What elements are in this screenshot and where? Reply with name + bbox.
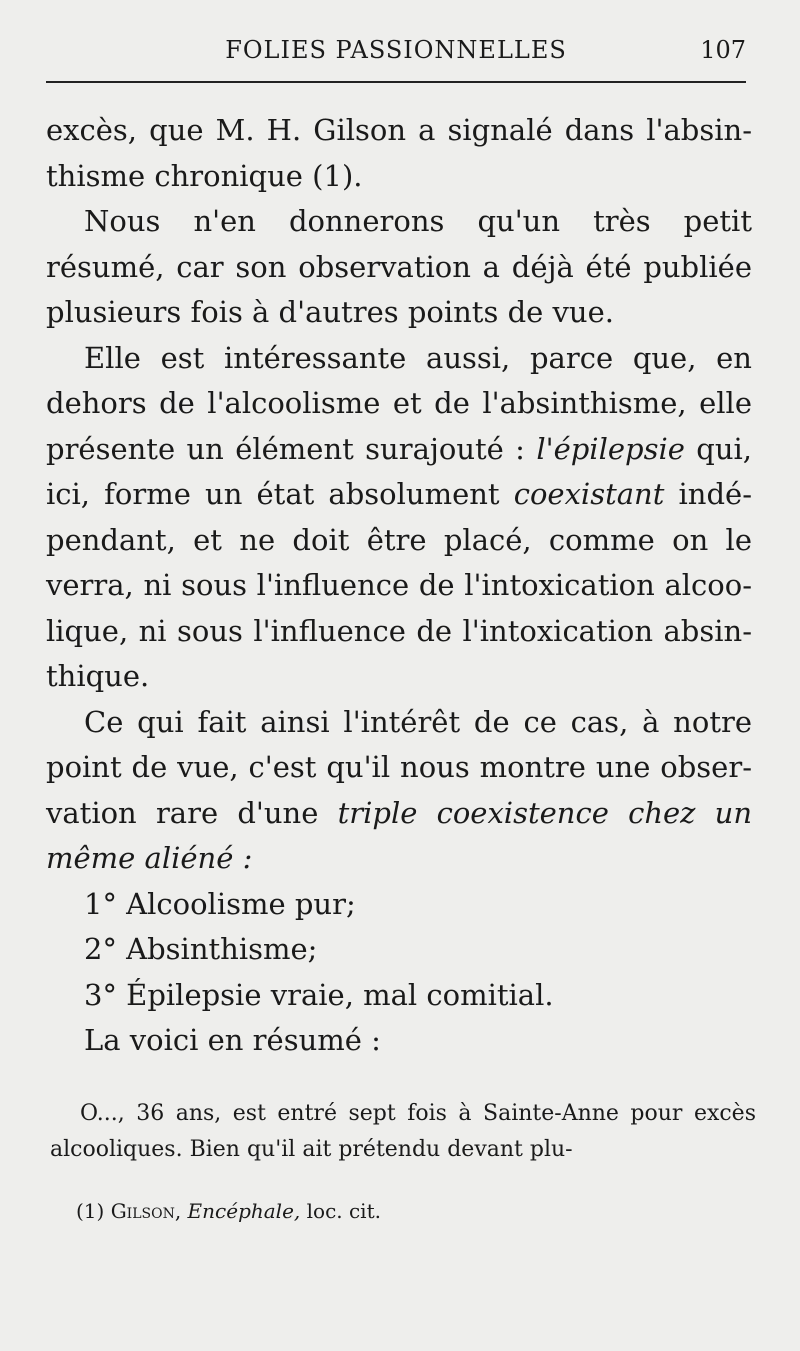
footnote-work: Encéphale, [187,1199,301,1223]
page-number: 107 [700,36,746,64]
paragraph-3-text-a: Elle est intéressante aussi, parce que, en dehors de l'alcoolisme et de l'absinthisme, elle présente un élément surajouté : [46,340,752,466]
paragraph-3 [46,336,752,700]
body-text [46,108,752,1064]
paragraph-3-emphasis-epilepsie: l'épilepsie [536,431,685,466]
paragraph-3-text-c: qui, ici, forme un état absolument [46,431,753,511]
case-note [50,1096,756,1168]
paragraph-4 [46,700,752,882]
paragraph-1: excès, que M. H. Gilson a signalé dans l'absin-thisme chronique (1). [46,113,752,193]
paragraph-4-text-a: Ce qui fait ainsi l'intérêt de ce cas, à notre point de vue, c'est qu'il nous montre une obser-vation rare d'une [46,704,752,830]
footnote-marker: (1) [76,1199,105,1223]
paragraph-4-emphasis: triple coexistence chez un même aliéné : [46,795,752,875]
list-item-3: 3° Épilepsie vraie, mal comitial. [84,977,554,1012]
paragraph-5: La voici en résumé : [84,1023,381,1057]
running-head-title: FOLIES PASSIONNELLES [225,36,567,64]
running-head [46,32,746,72]
list-item-1: 1° Alcoolisme pur; [84,886,356,921]
footnote [76,1196,381,1226]
case-note-text: O..., 36 ans, est entré sept fois à Sainte-Anne pour excès alcooliques. Bien qu'il ait prétendu devant plu- [50,1101,756,1162]
header-rule [46,81,746,83]
paragraph-3-emphasis-coexistant: coexistant [513,477,665,511]
list-item-2: 2° Absinthisme; [84,932,318,966]
paragraph-2: Nous n'en donnerons qu'un très petit résumé, car son observation a déjà été publiée plusieurs fois à d'autres points de vue. [46,204,752,329]
footnote-ref: loc. cit. [306,1199,381,1223]
footnote-author: Gilson, [110,1199,182,1223]
paragraph-3-text-e: indé-pendant, et ne doit être placé, comme on le verra, ni sous l'influence de l'intoxication alcoo-lique, ni sous l'influence de l'intoxication absin-thique. [46,477,752,693]
